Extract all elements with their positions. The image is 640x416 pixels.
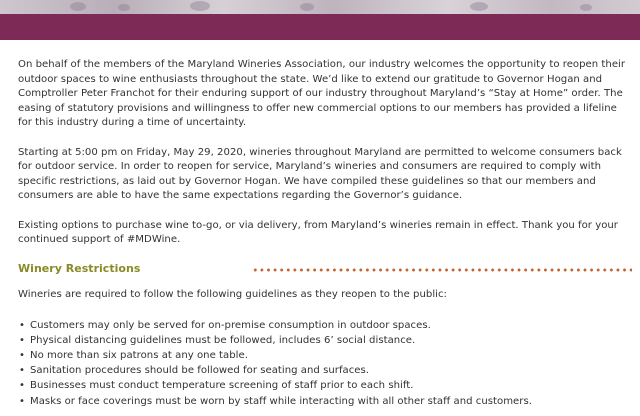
section-header	[18, 262, 630, 278]
list-item: • No more than six patrons at any one table.	[18, 348, 630, 363]
hero-image-detail	[70, 2, 86, 11]
list-item: • Physical distancing guidelines must be followed, includes 6’ social distance.	[18, 333, 630, 348]
list-item: • Sanitation procedures should be followed for seating and surfaces.	[18, 363, 630, 378]
restrictions-intro: Wineries are required to follow the following guidelines as they reopen to the public:	[18, 289, 447, 301]
dotted-divider	[252, 268, 632, 272]
list-item: • Businesses must conduct temperature screening of staff prior to each shift.	[18, 378, 630, 393]
list-item: • Masks or face coverings must be worn by staff while interacting with all other staff and customers.	[18, 394, 630, 409]
restrictions-list	[18, 318, 630, 409]
paragraph-reopening: Starting at 5:00 pm on Friday, May 29, 2020, wineries throughout Maryland are permitted to welcome consumers back for outdoor service. In order to reopen for service, Maryland’s wineries and consumers are required to comply with specific restrictions, as laid out by Governor Hogan. We have compiled these guidelines so that our members and consumers are able to have the same expectations regarding the Governor’s guidance.	[18, 146, 622, 202]
section-title: Winery Restrictions	[18, 262, 141, 276]
hero-image-detail	[580, 4, 592, 11]
paragraph-intro: On behalf of the members of the Maryland Wineries Association, our industry welcomes the opportunity to reopen their outdoor spaces to wine enthusiasts throughout the state. We’d like to extend our gratitude to Governor Hogan and Comptroller Peter Franchot for their enduring support of our industry throughout Maryland’s “Stay at Home” order. The easing of statutory provisions and willingness to offer new commercial options to our members has provided a lifeline for this industry during a time of uncertainty.	[18, 59, 626, 129]
hero-image-detail	[300, 3, 314, 11]
hero-image-detail	[190, 1, 210, 11]
hero-image-strip	[0, 0, 640, 14]
hero-image-detail	[118, 4, 130, 11]
header-banner	[0, 14, 640, 40]
paragraph-existing-options: Existing options to purchase wine to-go, or via delivery, from Maryland’s wineries remain in effect. Thank you for your continued support of #MDWine.	[18, 219, 618, 246]
hero-image-detail	[470, 2, 488, 11]
list-item: • Customers may only be served for on-premise consumption in outdoor spaces.	[18, 318, 630, 333]
article-content	[18, 58, 630, 409]
